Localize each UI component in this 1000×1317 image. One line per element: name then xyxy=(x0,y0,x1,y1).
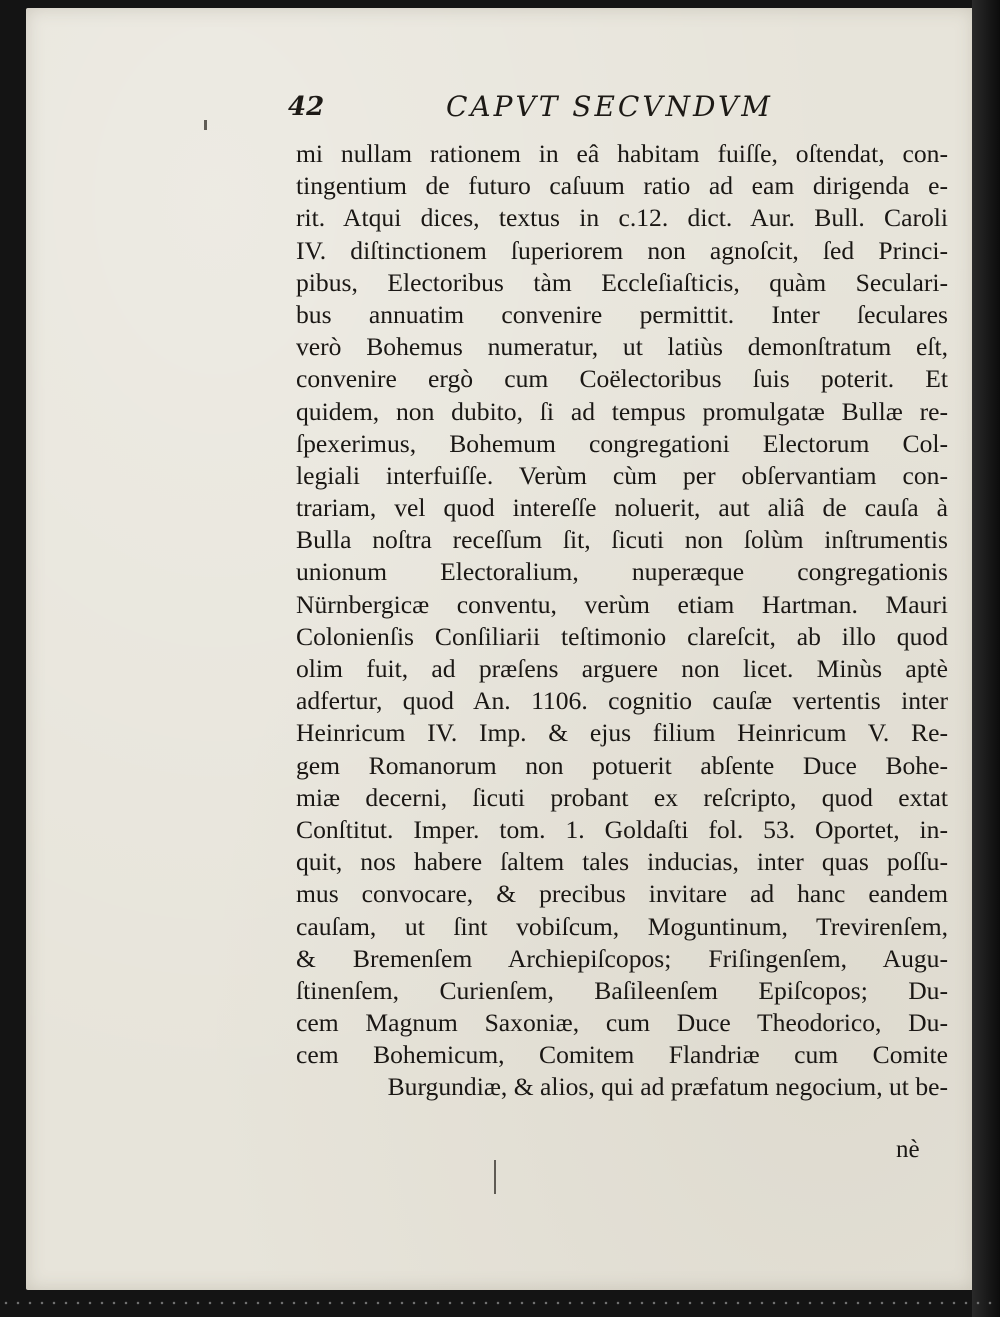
paper-sheet xyxy=(26,8,974,1290)
catchword: nè xyxy=(896,1136,920,1163)
text-line: convenire ergò cum Coëlectoribus ſuis poterit. Et xyxy=(296,364,948,394)
text-line: adfertur, quod An. 1106. cognitio cauſæ vertentis inter xyxy=(296,686,948,716)
paper-blemish xyxy=(204,120,207,130)
text-line: Bulla noſtra receſſum ſit, ſicuti non ſolùm inſtrumentis xyxy=(296,525,948,555)
page-header xyxy=(26,82,974,132)
text-line: verò Bohemus numeratur, ut latiùs demonſtratum eſt, xyxy=(296,332,948,362)
text-line: cem Bohemicum, Comitem Flandriæ cum Comite xyxy=(296,1040,948,1070)
text-line: IV. diſtinctionem ſuperiorem non agnoſcit, ſed Princi- xyxy=(296,235,948,265)
text-line: Colonienſis Conſiliarii teſtimonio clareſcit, ab illo quod xyxy=(296,621,948,651)
text-line: ſtinenſem, Curienſem, Baſileenſem Epiſcopos; Du- xyxy=(296,975,948,1005)
text-line: ſpexerimus, Bohemum congregationi Electorum Col- xyxy=(296,428,948,458)
text-line: miæ decerni, ſicuti probant ex reſcripto, quod extat xyxy=(296,782,948,812)
text-line: quidem, non dubito, ſi ad tempus promulgatæ Bullæ re- xyxy=(296,396,948,426)
text-line: & Bremenſem Archiepiſcopos; Friſingenſem, Augu- xyxy=(296,943,948,973)
text-line: bus annuatim convenire permittit. Inter ſeculares xyxy=(296,299,948,329)
text-line: gem Romanorum non potuerit abſente Duce Bohe- xyxy=(296,750,948,780)
text-line: legiali interfuiſſe. Verùm cùm per obſervantiam con- xyxy=(296,460,948,490)
text-line: cauſam, ut ſint vobiſcum, Moguntinum, Trevirenſem, xyxy=(296,911,948,941)
text-line: Conſtitut. Imper. tom. 1. Goldaſti fol. 53. Oportet, in- xyxy=(296,814,948,844)
page-number: 42 xyxy=(288,92,325,122)
text-line: mus convocare, & precibus invitare ad hanc eandem xyxy=(296,879,948,909)
text-line: tingentium de futuro caſuum ratio ad eam dirigenda e- xyxy=(296,171,948,201)
scan-border-dots xyxy=(0,1301,1000,1305)
text-line: trariam, vel quod intereſſe noluerit, aut aliâ de cauſa à xyxy=(296,493,948,523)
paper-blemish xyxy=(494,1160,496,1194)
text-line: cem Magnum Saxoniæ, cum Duce Theodorico, Du- xyxy=(296,1008,948,1038)
text-line: pibus, Electoribus tàm Eccleſiaſticis, quàm Seculari- xyxy=(296,267,948,297)
text-line: rit. Atqui dices, textus in c.12. dict. Aur. Bull. Caroli xyxy=(296,203,948,233)
text-line: Heinricum IV. Imp. & ejus filium Heinricum V. Re- xyxy=(296,718,948,748)
text-line: quit, nos habere ſaltem tales inducias, inter quas poſſu- xyxy=(296,847,948,877)
text-line: olim fuit, ad præſens arguere non licet. Minùs aptè xyxy=(296,654,948,683)
running-title: CAPVT SECVNDVM xyxy=(446,90,773,123)
text-line: Burgundiæ, & alios, qui ad præfatum negocium, ut be- xyxy=(387,1072,948,1102)
text-line: unionum Electoralium, nuperæque congregationis xyxy=(296,557,948,587)
text-line: Nürnbergicæ conventu, verùm etiam Hartman. Mauri xyxy=(296,589,948,619)
book-spine-edge xyxy=(972,0,1000,1317)
text-line: mi nullam rationem in eâ habitam fuiſſe, oſtendat, con- xyxy=(296,139,948,168)
body-text xyxy=(296,138,948,1104)
